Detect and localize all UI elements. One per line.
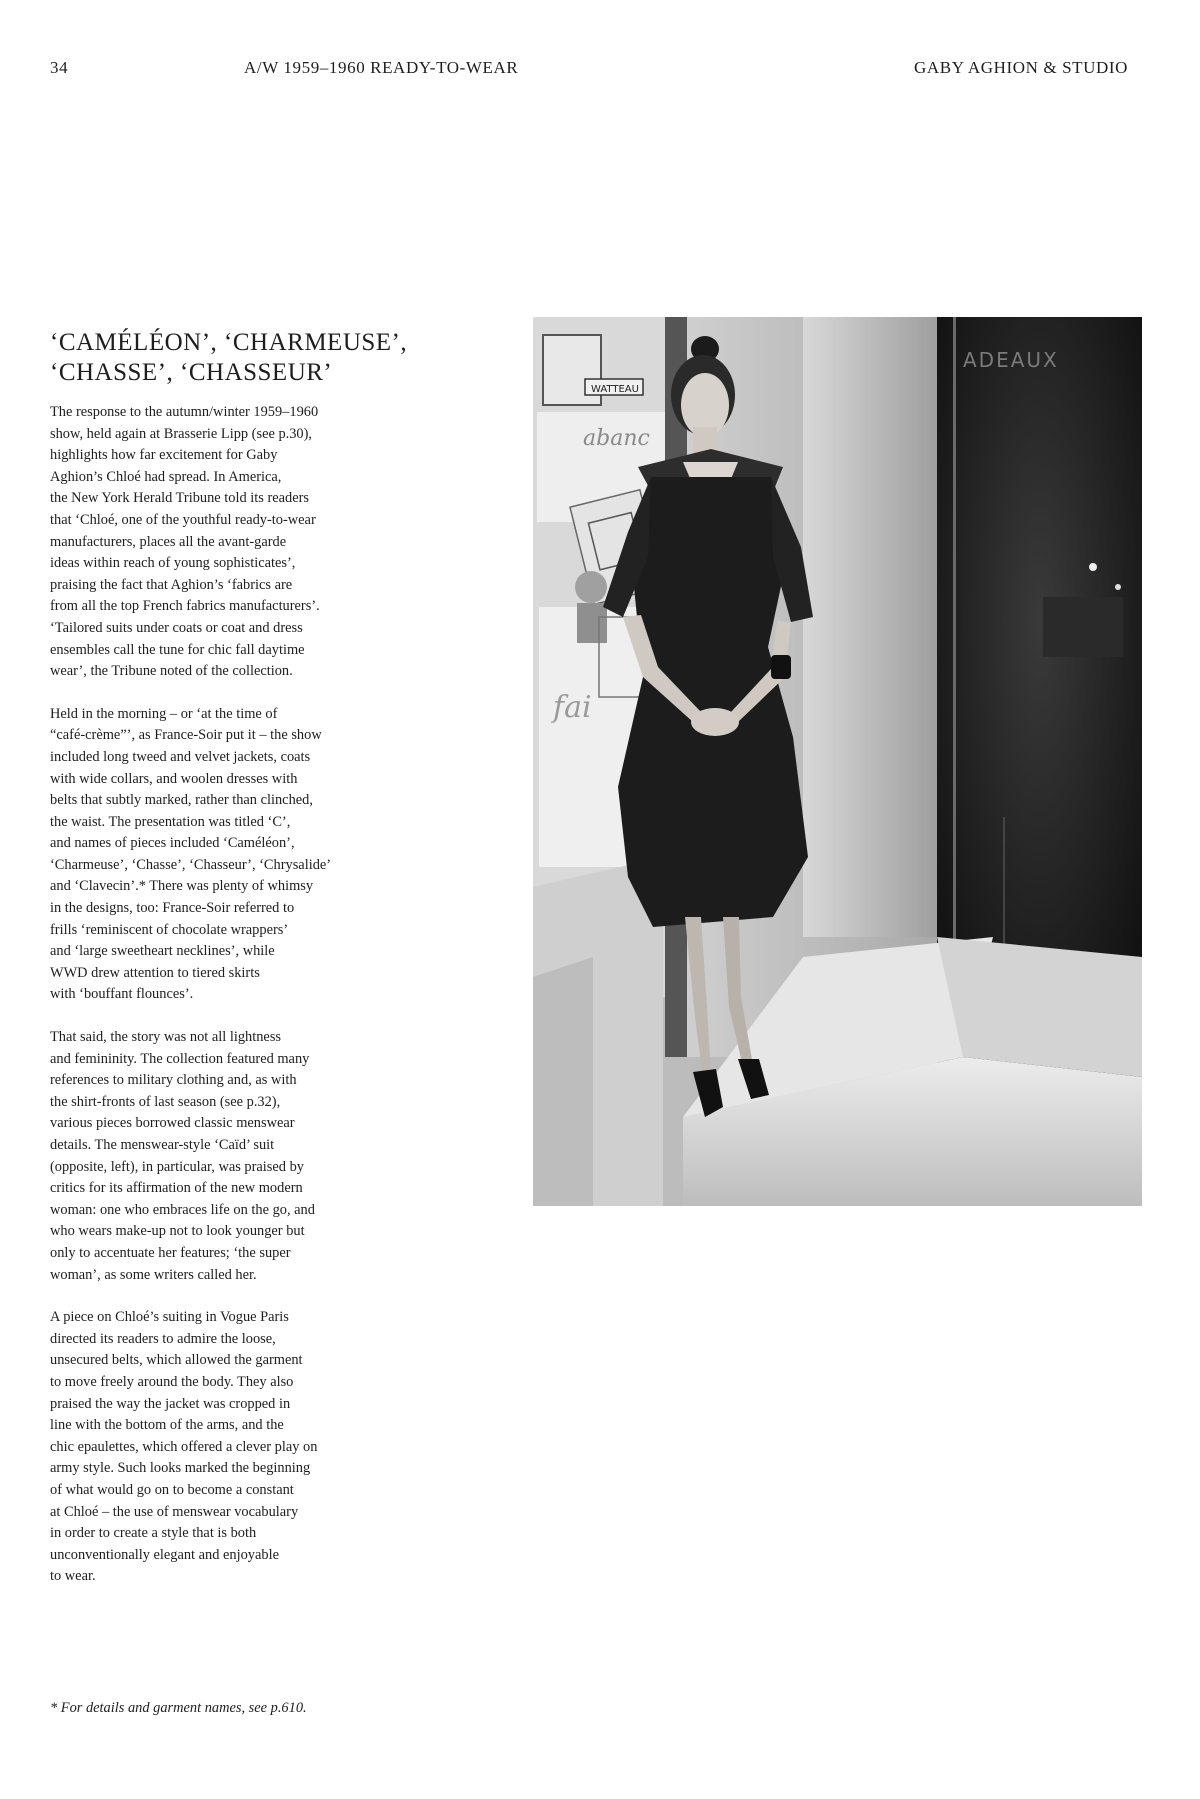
text-line: woman’, as some writers called her. — [50, 1266, 257, 1283]
text-line: ideas within reach of young sophisticates’, — [50, 555, 296, 572]
text-line: the New York Herald Tribune told its readers — [50, 490, 310, 507]
poster-word: abanc — [583, 426, 650, 451]
paragraph-1 — [50, 402, 455, 683]
text-line: Held in the morning – or ‘at the time of — [50, 705, 278, 722]
text-line: and femininity. The collection featured many — [50, 1050, 310, 1067]
text-line: the shirt-fronts of last season (see p.32), — [50, 1093, 281, 1110]
page-number: 34 — [50, 58, 69, 77]
text-line: to move freely around the body. They also — [50, 1373, 294, 1390]
photo-illustration — [533, 317, 1142, 1206]
section-title-line-2: ‘CHASSE’, ‘CHASSEUR’ — [50, 359, 333, 386]
text-line: of what would go on to become a constant — [50, 1481, 294, 1498]
text-line: who wears make-up not to look younger but — [50, 1223, 305, 1240]
article-body — [50, 402, 455, 1609]
text-line: ensembles call the tune for chic fall daytime — [50, 641, 305, 658]
paragraph-4 — [50, 1307, 455, 1588]
text-line: ‘Tailored suits under coats or coat and dress — [50, 619, 303, 636]
text-line: critics for its affirmation of the new modern — [50, 1180, 303, 1197]
page-header — [0, 58, 1200, 82]
text-line: at Chloé – the use of menswear vocabulary — [50, 1503, 299, 1520]
text-line: The response to the autumn/winter 1959–1960 — [50, 404, 319, 420]
text-line: woman: one who embraces life on the go, and — [50, 1201, 315, 1218]
pillar — [803, 317, 943, 937]
text-line: A piece on Chloé’s suiting in Vogue Paris — [50, 1309, 289, 1326]
text-line: the waist. The presentation was titled ‘C’, — [50, 813, 291, 830]
fashion-photograph — [533, 317, 1142, 1206]
text-line: included long tweed and velvet jackets, coats — [50, 748, 311, 765]
running-head: A/W 1959–1960 READY-TO-WEAR — [244, 58, 519, 77]
text-line: manufacturers, places all the avant-garde — [50, 533, 287, 550]
text-line: various pieces borrowed classic menswear — [50, 1115, 295, 1132]
text-line: in the designs, too: France-Soir referred to — [50, 900, 295, 917]
window-word: ADEAUX — [963, 348, 1059, 372]
poster-word-2: fai — [553, 690, 592, 725]
text-line: That said, the story was not all lightness — [50, 1029, 282, 1046]
section-title-line-1: ‘CAMÉLÉON’, ‘CHARMEUSE’, — [50, 329, 408, 356]
studio-name: GABY AGHION & STUDIO — [914, 58, 1128, 77]
text-line: frills ‘reminiscent of chocolate wrappers’ — [50, 921, 289, 938]
text-line: unconventionally elegant and enjoyable — [50, 1546, 279, 1563]
text-line: highlights how far excitement for Gaby — [50, 447, 278, 464]
text-line: in order to create a style that is both — [50, 1525, 257, 1542]
text-line: details. The menswear-style ‘Caïd’ suit — [50, 1137, 275, 1153]
text-line: ‘Charmeuse’, ‘Chasse’, ‘Chasseur’, ‘Chrysalide’ — [50, 856, 332, 873]
text-line: army style. Such looks marked the beginning — [50, 1460, 311, 1477]
step-right — [937, 937, 1142, 1077]
text-line: “café-crème”’, as France-Soir put it – the show — [50, 727, 322, 744]
text-line: and ‘Clavecin’.* There was plenty of whimsy — [50, 878, 314, 895]
text-line: praised the way the jacket was cropped in — [50, 1395, 291, 1412]
footnote: * For details and garment names, see p.610. — [50, 1700, 307, 1716]
text-line: WWD drew attention to tiered skirts — [50, 964, 260, 981]
text-line: directed its readers to admire the loose, — [50, 1330, 276, 1347]
text-line: unsecured belts, which allowed the garment — [50, 1352, 303, 1369]
text-line: chic epaulettes, which offered a clever play on — [50, 1438, 318, 1455]
text-line: praising the fact that Aghion’s ‘fabrics are — [50, 576, 293, 593]
text-line: references to military clothing and, as with — [50, 1072, 297, 1089]
sign-word: WATTEAU — [591, 384, 639, 395]
text-line: with ‘bouffant flounces’. — [50, 986, 194, 1003]
poster-figure-head — [575, 571, 607, 603]
text-line: (opposite, left), in particular, was praised by — [50, 1158, 304, 1175]
text-line: that ‘Chloé, one of the youthful ready-to-wear — [50, 511, 316, 528]
text-line: only to accentuate her features; ‘the super — [50, 1244, 291, 1261]
paragraph-2 — [50, 704, 455, 1006]
text-line: with wide collars, and woolen dresses with — [50, 770, 298, 787]
text-line: from all the top French fabrics manufacturers’. — [50, 598, 320, 615]
text-line: and names of pieces included ‘Caméléon’, — [50, 835, 295, 852]
section-title — [50, 328, 510, 388]
text-line: to wear. — [50, 1568, 96, 1585]
text-line: Aghion’s Chloé had spread. In America, — [50, 468, 282, 485]
text-line: belts that subtly marked, rather than clinched, — [50, 792, 313, 809]
text-line: wear’, the Tribune noted of the collection. — [50, 663, 293, 680]
text-line: line with the bottom of the arms, and the — [50, 1417, 284, 1434]
text-line: show, held again at Brasserie Lipp (see p.30), — [50, 425, 313, 442]
paragraph-3 — [50, 1027, 455, 1286]
text-line: and ‘large sweetheart necklines’, while — [50, 943, 275, 960]
